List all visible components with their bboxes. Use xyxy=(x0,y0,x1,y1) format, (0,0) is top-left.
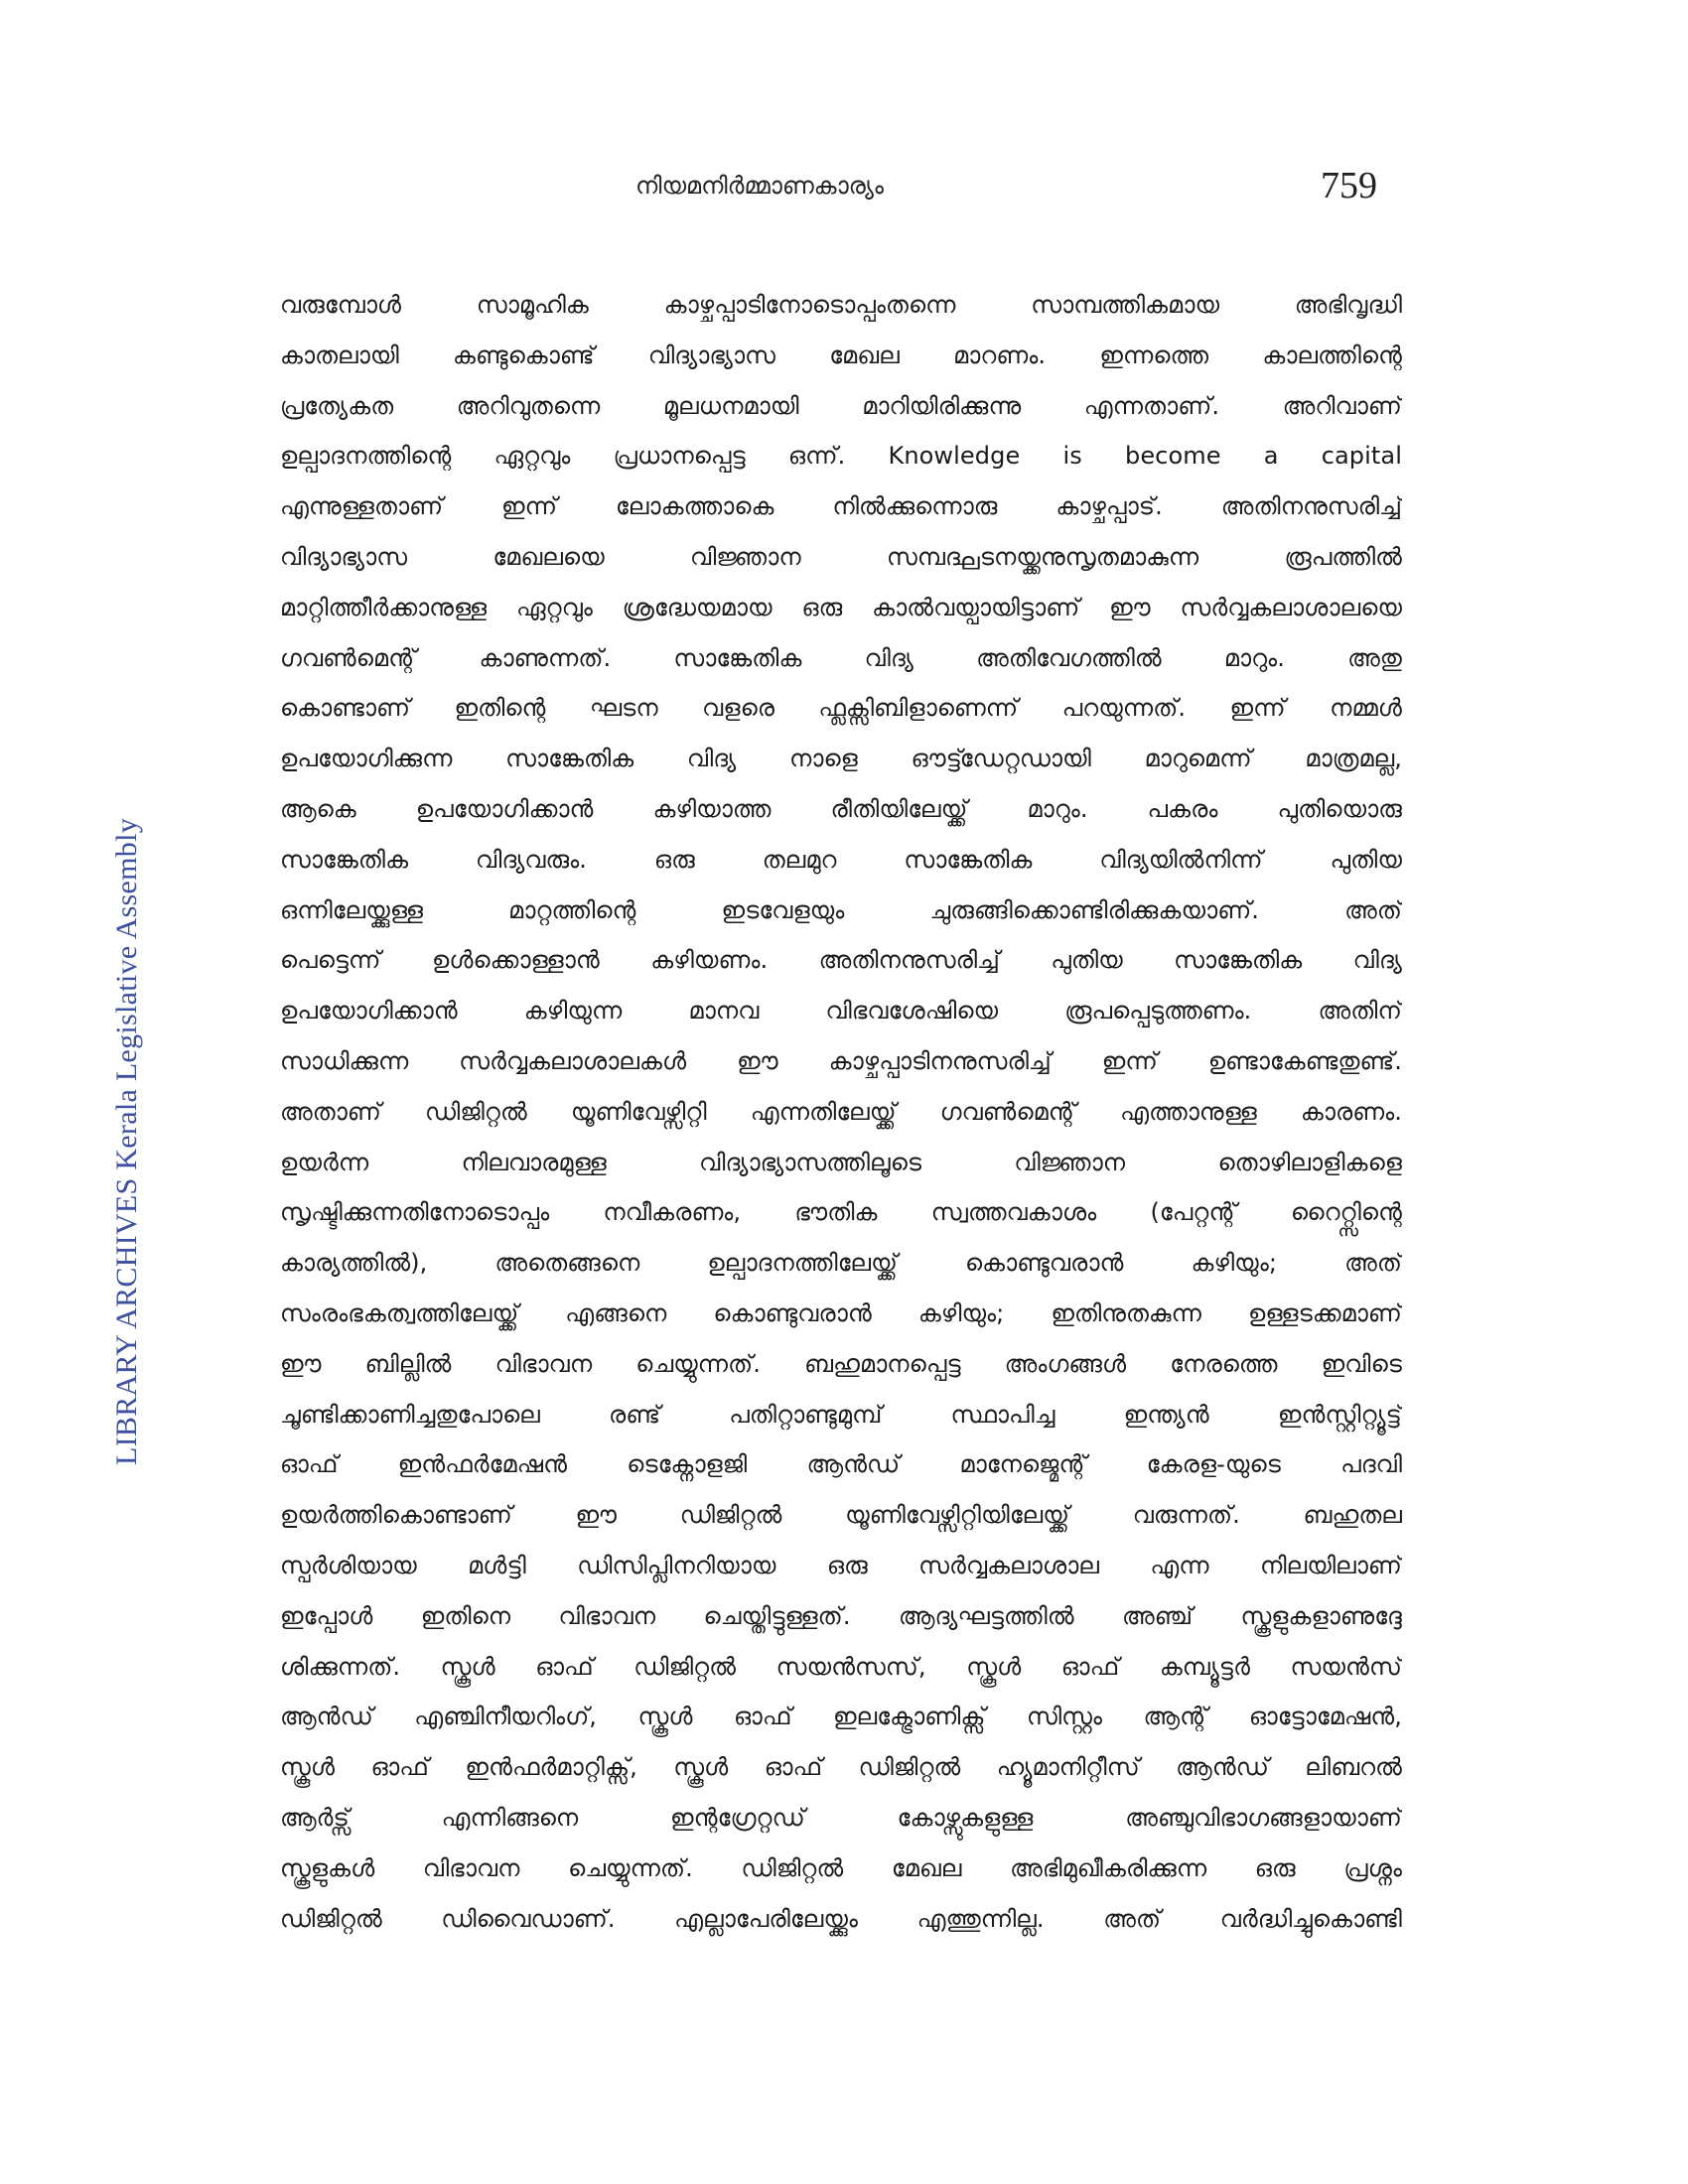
text-line: ഉപയോഗിക്കുന്ന സാങ്കേതിക വിദ്യ നാളെ ഔട്ട്ഡേറ്റഡായി മാറുമെന്ന് മാത്രമല്ല, xyxy=(280,745,1402,773)
text-line: സാങ്കേതിക വിദ്യവരും. ഒരു തലമുറ സാങ്കേതിക വിദ്യയിൽനിന്ന് പുതിയ xyxy=(280,845,1402,874)
text-line: ആർട്സ് എന്നിങ്ങനെ ഇന്റഗ്രേറ്റഡ് കോഴ്സുകളുള്ള അഞ്ചുവിഭാഗങ്ങളായാണ് xyxy=(280,1803,1402,1832)
text-line: അതാണ് ഡിജിറ്റൽ യൂണിവേഴ്സിറ്റി എന്നതിലേയ്ക്ക് ഗവൺമെന്റ് എത്താനുള്ള കാരണം. xyxy=(280,1097,1402,1126)
text-line: ഉപയോഗിക്കാൻ കഴിയുന്ന മാനവ വിഭവശേഷിയെ രൂപപ്പെടുത്തണം. അതിന് xyxy=(280,997,1402,1025)
text-line: ഡിജിറ്റൽ ഡിവൈഡാണ്. എല്ലാപേരിലേയ്ക്കും എത്തുന്നില്ല. അത് വർദ്ധിച്ചുകൊണ്ടി xyxy=(280,1904,1402,1933)
text-line: മാറ്റിത്തീർക്കാനുള്ള ഏറ്റവും ശ്രദ്ധേയമായ ഒരു കാൽവയ്പായിട്ടാണ് ഈ സർവ്വകലാശാലയെ xyxy=(280,593,1402,621)
text-line: സംരംഭകത്വത്തിലേയ്ക്ക് എങ്ങനെ കൊണ്ടുവരാൻ കഴിയും; ഇതിനുതകുന്ന ഉള്ളടക്കമാണ് xyxy=(280,1298,1402,1327)
text-line: ആകെ ഉപയോഗിക്കാൻ കഴിയാത്ത രീതിയിലേയ്ക്ക് മാറും. പകരം പുതിയൊരു xyxy=(280,794,1402,823)
text-line: ഇപ്പോൾ ഇതിനെ വിഭാവന ചെയ്തിട്ടുള്ളത്. ആദ്യഘട്ടത്തിൽ അഞ്ച് സ്കൂളുകളാണുദ്ദേ xyxy=(280,1601,1402,1630)
text-line: വിദ്യാഭ്യാസ മേഖലയെ വിജ്ഞാന സമ്പദ്ഘടനയ്ക്കനുസൃതമാകുന്ന രൂപത്തിൽ xyxy=(280,542,1402,571)
page-number: 759 xyxy=(1321,165,1377,206)
running-header xyxy=(0,164,1688,223)
text-line: എന്നുള്ളതാണ് ഇന്ന് ലോകത്താകെ നിൽക്കുന്നൊരു കാഴ്ചപ്പാട്. അതിനനുസരിച്ച് xyxy=(280,492,1402,521)
body-text xyxy=(280,280,1402,1944)
text-line: ചൂണ്ടിക്കാണിച്ചതുപോലെ രണ്ട് പതിറ്റാണ്ടുമുമ്പ് സ്ഥാപിച്ച ഇന്ത്യൻ ഇൻസ്റ്റിറ്റ്യൂട്ട് xyxy=(280,1400,1402,1429)
text-line: സ്കൂളുകൾ വിഭാവന ചെയ്യുന്നത്. ഡിജിറ്റൽ മേഖല അഭിമുഖീകരിക്കുന്ന ഒരു പ്രശ്നം xyxy=(280,1853,1402,1882)
text-line: ആൻഡ് എഞ്ചിനീയറിംഗ്, സ്കൂൾ ഓഫ് ഇലക്ട്രോണിക്സ് സിസ്റ്റം ആന്റ് ഓട്ടോമേഷൻ, xyxy=(280,1703,1402,1731)
text-line: ഗവൺമെന്റ് കാണുന്നത്. സാങ്കേതിക വിദ്യ അതിവേഗത്തിൽ മാറും. അതു xyxy=(280,643,1402,672)
text-line: ഉയർന്ന നിലവാരമുള്ള വിദ്യാഭ്യാസത്തിലൂടെ വിജ്ഞാന തൊഴിലാളികളെ xyxy=(280,1148,1402,1176)
text-line: സാധിക്കുന്ന സർവ്വകലാശാലകൾ ഈ കാഴ്ചപ്പാടിനനുസരിച്ച് ഇന്ന് ഉണ്ടാകേണ്ടതുണ്ട്. xyxy=(280,1046,1402,1075)
text-line: വരുമ്പോൾ സാമൂഹിക കാഴ്ചപ്പാടിനോടൊപ്പംതന്നെ സാമ്പത്തികമായ അഭിവൃദ്ധി xyxy=(280,291,1402,319)
text-line: ശിക്കുന്നത്. സ്കൂൾ ഓഫ് ഡിജിറ്റൽ സയൻസസ്, സ്കൂൾ ഓഫ് കമ്പ്യൂട്ടർ സയൻസ് xyxy=(280,1652,1402,1681)
text-line: ഈ ബില്ലിൽ വിഭാവന ചെയ്യുന്നത്. ബഹുമാനപ്പെട്ട അംഗങ്ങൾ നേരത്തെ ഇവിടെ xyxy=(280,1349,1402,1378)
text-line: സൃഷ്ടിക്കുന്നതിനോടൊപ്പം നവീകരണം, ഭൗതിക സ്വത്തവകാശം (പേറ്റന്റ് റൈറ്റ്സിന്റെ xyxy=(280,1198,1402,1227)
text-line: ഒന്നിലേയ്ക്കുള്ള മാറ്റത്തിന്റെ ഇടവേളയും ചുരുങ്ങിക്കൊണ്ടിരിക്കുകയാണ്. അത് xyxy=(280,895,1402,924)
text-line: ഉല്പാദനത്തിന്റെ ഏറ്റവും പ്രധാനപ്പെട്ട ഒന്ന്. Knowledge is become a capital xyxy=(280,442,1402,471)
text-line: സ്പർശിയായ മൾട്ടി ഡിസിപ്ലിനറിയായ ഒരു സർവ്വകലാശാല എന്ന നിലയിലാണ് xyxy=(280,1551,1402,1579)
running-title: നിയമനിർമ്മാണകാര്യം xyxy=(635,172,884,200)
text-line: പെട്ടെന്ന് ഉൾക്കൊള്ളാൻ കഴിയണം. അതിനനുസരിച്ച് പുതിയ സാങ്കേതിക വിദ്യ xyxy=(280,946,1402,975)
text-line: ഓഫ് ഇൻഫർമേഷൻ ടെക്നോളജി ആൻഡ് മാനേജ്മെന്റ് കേരള-യുടെ പദവി xyxy=(280,1450,1402,1479)
text-line: കാര്യത്തിൽ), അതെങ്ങനെ ഉല്പാദനത്തിലേയ്ക്ക് കൊണ്ടുവരാൻ കഴിയും; അത് xyxy=(280,1249,1402,1278)
text-line: പ്രത്യേകത അറിവുതന്നെ മൂലധനമായി മാറിയിരിക്കുന്നു എന്നതാണ്. അറിവാണ് xyxy=(280,391,1402,420)
text-line: കാതലായി കണ്ടുകൊണ്ട് വിദ്യാഭ്യാസ മേഖല മാറണം. ഇന്നത്തെ കാലത്തിന്റെ xyxy=(280,341,1402,369)
text-line: കൊണ്ടാണ് ഇതിന്റെ ഘടന വളരെ ഫ്ലക്സിബിളാണെന്ന് പറയുന്നത്. ഇന്ന് നമ്മൾ xyxy=(280,694,1402,723)
text-line: ഉയർത്തികൊണ്ടാണ് ഈ ഡിജിറ്റൽ യൂണിവേഴ്സിറ്റിയിലേയ്ക്ക് വരുന്നത്. ബഹുതല xyxy=(280,1501,1402,1530)
text-line: സ്കൂൾ ഓഫ് ഇൻഫർമാറ്റിക്സ്, സ്കൂൾ ഓഫ് ഡിജിറ്റൽ ഹ്യൂമാനിറ്റീസ് ആൻഡ് ലിബറൽ xyxy=(280,1753,1402,1782)
archive-watermark-text: LIBRARY ARCHIVES Kerala Legislative Assembly xyxy=(110,817,143,1466)
